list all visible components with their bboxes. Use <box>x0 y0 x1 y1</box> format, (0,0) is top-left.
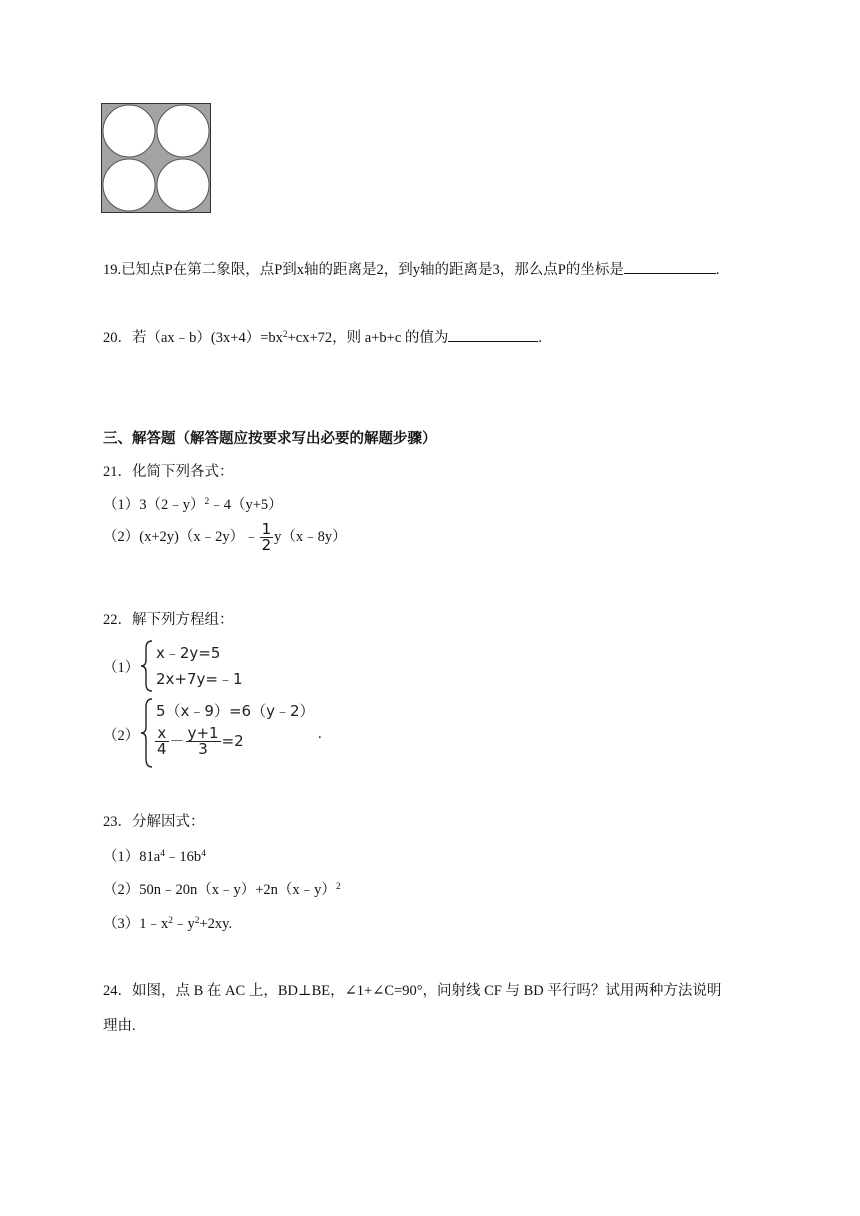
question-22-part-2-label: （2） <box>103 728 140 744</box>
fraction: $\frac{1}{2}$ <box>261 520 272 554</box>
question-24-line-2: 理由. <box>103 1018 136 1034</box>
question-23-part-1: $(1)81a^4﹣16b^4$ <box>103 849 206 865</box>
fraction: $\frac{y+1}{3}$ <box>187 724 219 758</box>
equation-line: 2x+7y=﹣1 <box>156 670 243 688</box>
equation-line: 5（x﹣9）=6（y﹣2） <box>156 702 315 720</box>
answer-blank[interactable] <box>448 327 538 342</box>
fraction: $\frac{x}{4}$ <box>157 724 167 758</box>
question-21-part-2: （2）(x+2y)（x﹣2y）﹣ $\frac{1}{2}$ y（x﹣8y） <box>103 520 347 554</box>
left-brace-icon <box>140 698 154 768</box>
section-title: 三、解答题（解答题应按要求写出必要的解题步骤） <box>103 431 437 447</box>
question-22-title: 22．解下列方程组： <box>103 612 234 628</box>
question-21-part-1: （1）3（2﹣y）$^2$﹣4（y+5） <box>103 497 283 513</box>
question-24-line-1: 24．如图，点 B 在 AC 上，BD⊥BE，∠1+∠C=90°，问射线 CF 与 BD 平行吗？试用两种方法说明 <box>103 983 722 999</box>
equation-line: x﹣2y=5 <box>156 644 221 662</box>
question-21-title: 21．化简下列各式： <box>103 464 234 480</box>
question-23-part-2: （2）50n﹣20n（x﹣y）+2n（x﹣y）$^2$ <box>103 882 341 898</box>
question-19: 19.已知点P在第二象限，点P到x轴的距离是2，到y轴的距离是3，那么点P的坐标是 . <box>103 258 719 279</box>
equation-line: $\frac{x}{4}$ － $\frac{y+1}{3}$ =2 <box>157 724 244 758</box>
question-23-title: 23．分解因式： <box>103 814 205 830</box>
answer-blank[interactable] <box>624 259 716 274</box>
question-22-part-1-label: （1） <box>103 660 140 676</box>
period: . <box>318 726 322 742</box>
square-with-four-circles-icon <box>101 103 211 213</box>
question-20: 20．若$(ax﹣b)(3x+4)=bx^2+cx+72$，则 a+b+c 的值为 . <box>103 326 542 347</box>
question-23-part-3: $(3)1﹣x^2﹣y^2+2xy$. <box>103 916 233 932</box>
left-brace-icon <box>140 640 154 692</box>
question-19-text: 19.已知点P在第二象限，点P到x轴的距离是2，到y轴的距离是3，那么点P的坐标是 <box>103 262 624 278</box>
